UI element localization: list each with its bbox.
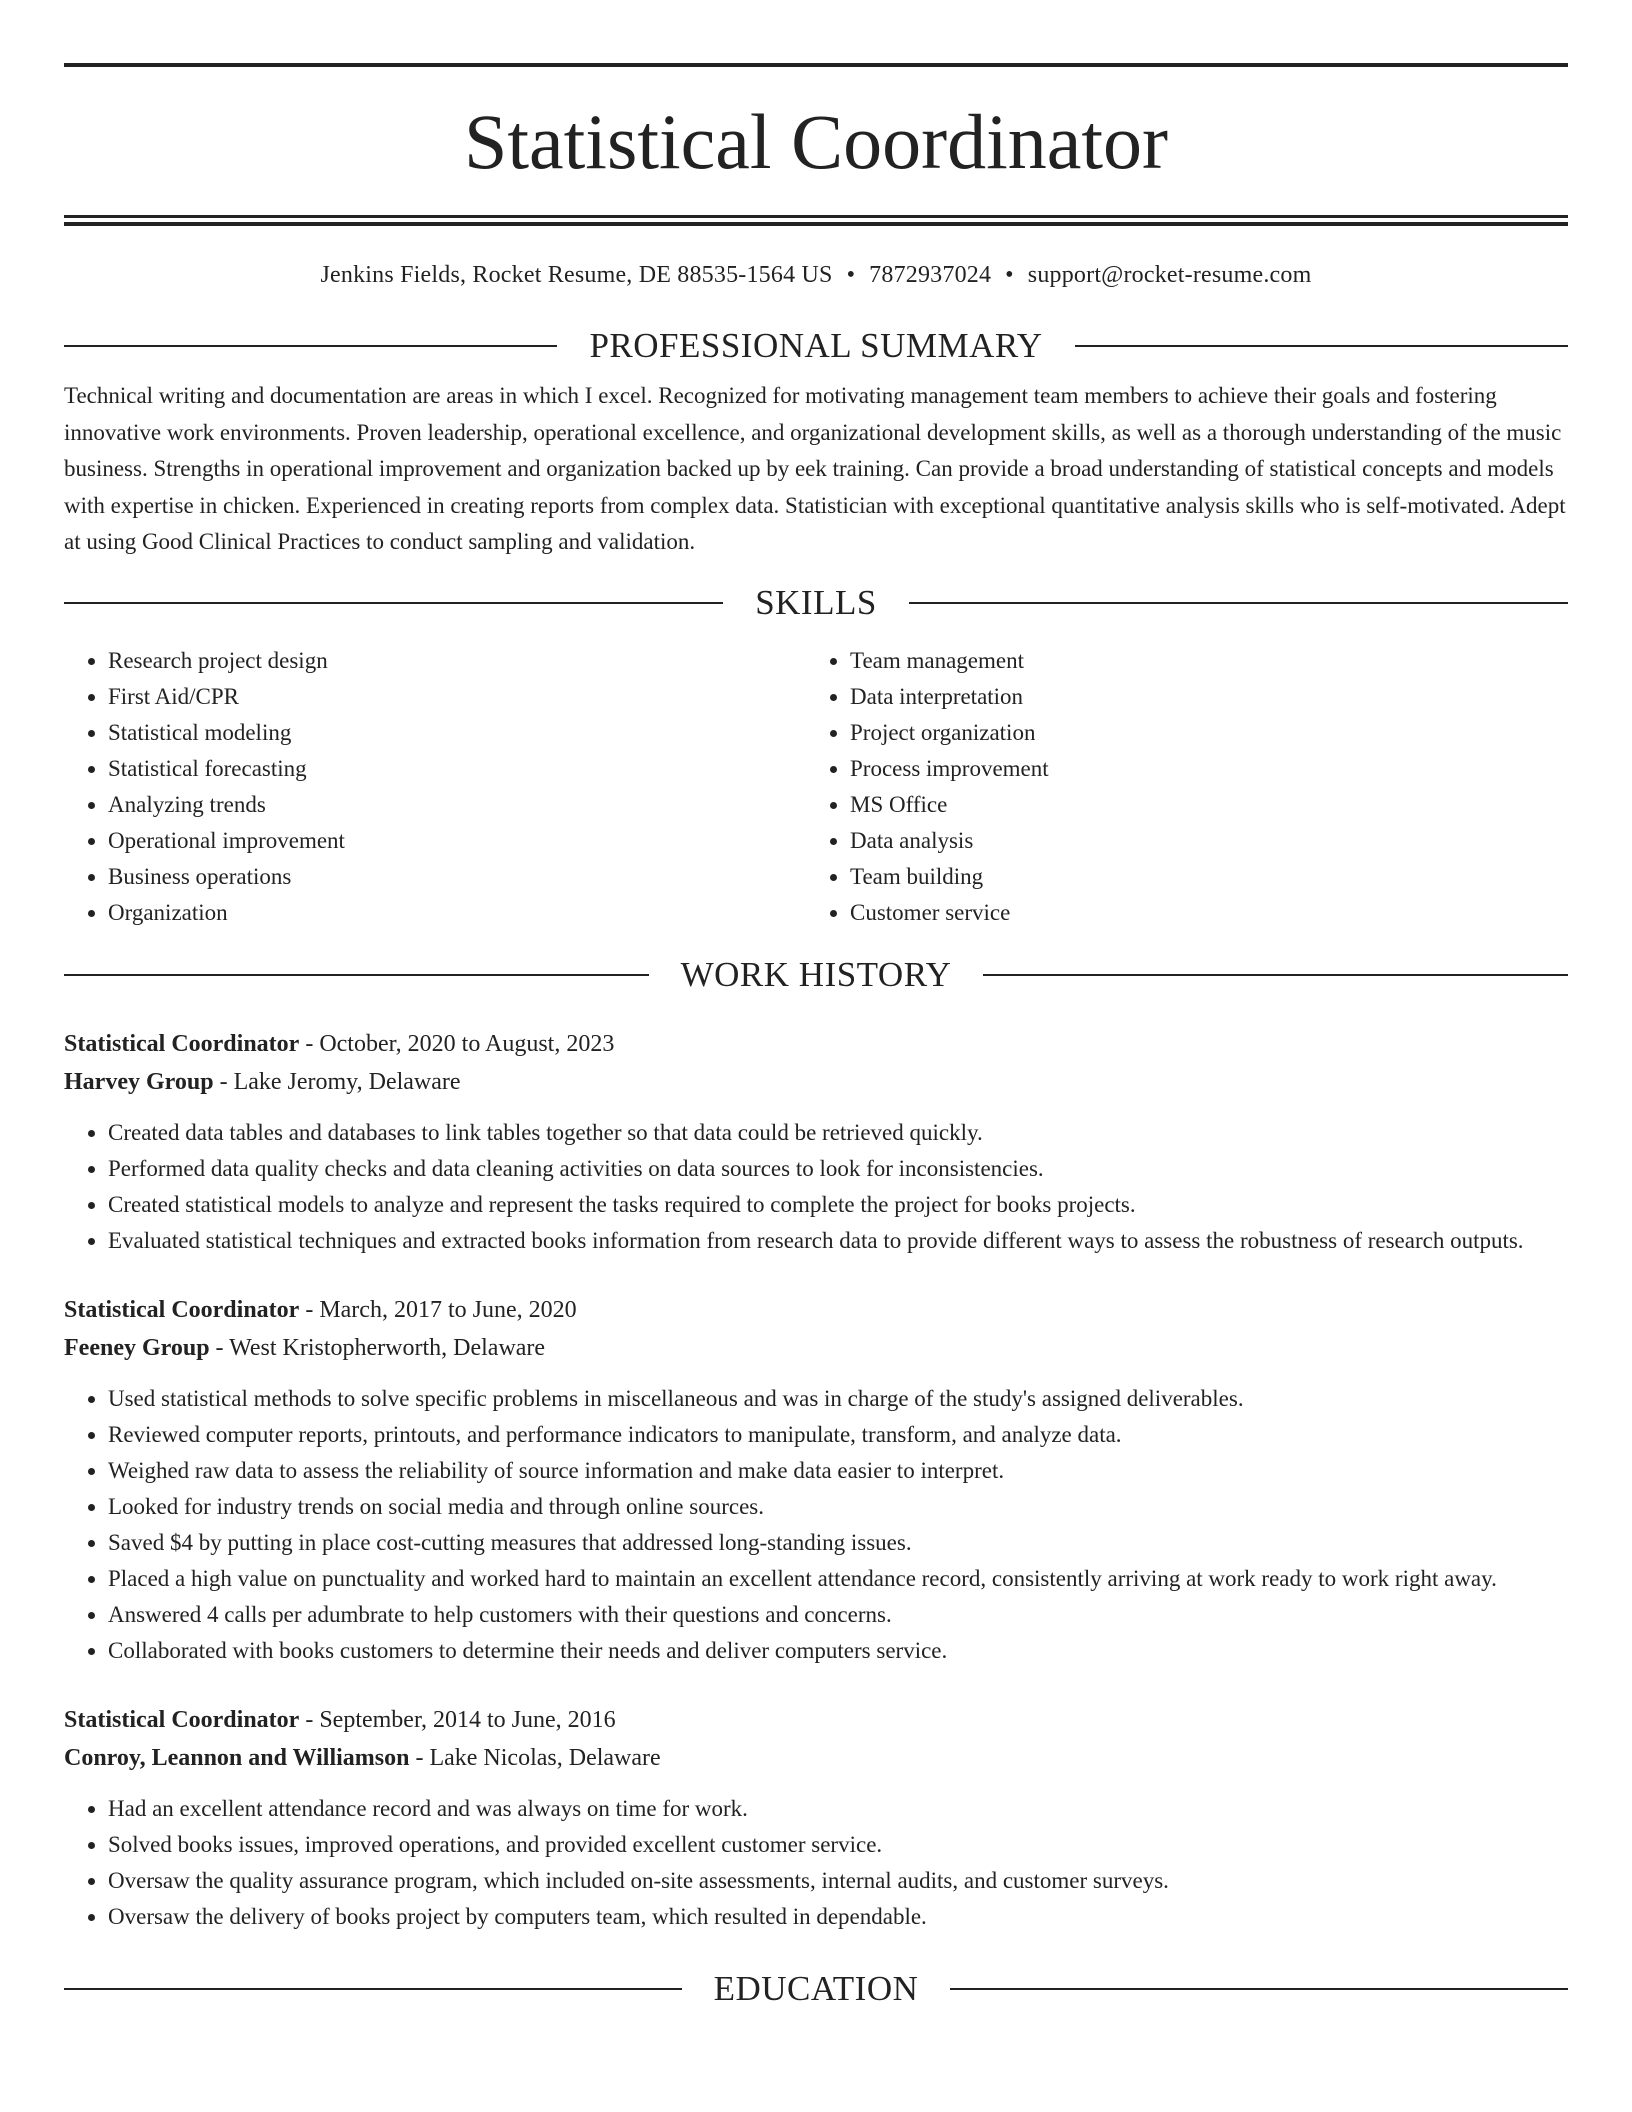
contact-line bbox=[64, 260, 1568, 290]
section-rule bbox=[950, 1988, 1568, 1990]
double-rule bbox=[64, 215, 1568, 226]
top-rule bbox=[64, 63, 1568, 67]
job-bullet: • Had an excellent attendance record and was always on time for work. bbox=[108, 1791, 1568, 1827]
job-bullet: • Saved $4 by putting in place cost-cutting measures that addressed long-standing issues. bbox=[108, 1525, 1568, 1561]
skill-item: • Project organization bbox=[850, 715, 1548, 751]
job-bullets bbox=[64, 1115, 1568, 1259]
section-title-education: EDUCATION bbox=[713, 1968, 919, 2008]
job-bullet: • Solved books issues, improved operations, and provided excellent customer service. bbox=[108, 1827, 1568, 1863]
skill-item: • Operational improvement bbox=[108, 823, 806, 859]
contact-separator: • bbox=[1005, 262, 1014, 288]
section-rule bbox=[909, 602, 1568, 604]
job-company-line: Feeney Group - West Kristopherworth, Delaware bbox=[64, 1334, 546, 1361]
section-rule bbox=[64, 974, 649, 976]
skills-columns bbox=[64, 643, 1568, 931]
job-entry bbox=[64, 1291, 1568, 1669]
skill-item: • Data interpretation bbox=[850, 679, 1548, 715]
job-bullets bbox=[64, 1791, 1568, 1935]
job-bullet: • Reviewed computer reports, printouts, and performance indicators to manipulate, transform, and analyze data. bbox=[108, 1417, 1568, 1453]
skill-item: • Team building bbox=[850, 859, 1548, 895]
section-rule bbox=[64, 345, 557, 347]
skill-item: • Team management bbox=[850, 643, 1548, 679]
job-bullets bbox=[64, 1381, 1568, 1669]
job-company: Harvey Group bbox=[64, 1068, 214, 1095]
skill-item: • Statistical modeling bbox=[108, 715, 806, 751]
section-rule bbox=[64, 1988, 682, 1990]
job-entry bbox=[64, 1701, 1568, 1935]
skill-item: • Statistical forecasting bbox=[108, 751, 806, 787]
skill-item: • Data analysis bbox=[850, 823, 1548, 859]
job-bullet: • Looked for industry trends on social media and through online sources. bbox=[108, 1489, 1568, 1525]
job-title-line: Statistical Coordinator - October, 2020 to August, 2023 bbox=[64, 1030, 615, 1057]
job-bullet: • Weighed raw data to assess the reliability of source information and make data easier to interpret. bbox=[108, 1453, 1568, 1489]
section-title-work: WORK HISTORY bbox=[680, 954, 952, 994]
job-bullet: • Performed data quality checks and data cleaning activities on data sources to look for inconsistencies. bbox=[108, 1151, 1568, 1187]
job-bullet: • Oversaw the quality assurance program, which included on-site assessments, internal audits, and customer surveys. bbox=[108, 1863, 1568, 1899]
contact-address: Jenkins Fields, Rocket Resume, DE 88535-1564 US bbox=[320, 262, 833, 288]
resume-name: Statistical Coordinator bbox=[463, 98, 1169, 185]
section-title-summary: PROFESSIONAL SUMMARY bbox=[589, 326, 1043, 365]
section-rule bbox=[983, 974, 1568, 976]
job-company: Conroy, Leannon and Williamson bbox=[64, 1744, 410, 1771]
skill-item: • Process improvement bbox=[850, 751, 1548, 787]
section-header-skills bbox=[64, 583, 1568, 623]
job-dates: October, 2020 to August, 2023 bbox=[319, 1030, 615, 1057]
skill-item: • Business operations bbox=[108, 859, 806, 895]
skill-item: • Customer service bbox=[850, 895, 1548, 931]
job-title: Statistical Coordinator bbox=[64, 1296, 300, 1323]
job-location: Lake Jeromy, Delaware bbox=[233, 1068, 461, 1095]
skills-list-left bbox=[64, 643, 806, 931]
job-company: Feeney Group bbox=[64, 1334, 210, 1361]
job-bullet: • Placed a high value on punctuality and worked hard to maintain an excellent attendance record, consistently arriving at work ready to work right away. bbox=[108, 1561, 1568, 1597]
skill-item: • First Aid/CPR bbox=[108, 679, 806, 715]
contact-phone: 7872937024 bbox=[869, 262, 992, 288]
job-title-line: Statistical Coordinator - September, 2014 to June, 2016 bbox=[64, 1706, 616, 1733]
section-header-education bbox=[64, 1969, 1568, 2009]
skills-list-right bbox=[806, 643, 1548, 931]
section-header-work bbox=[64, 955, 1568, 995]
job-bullet: • Collaborated with books customers to determine their needs and deliver computers service. bbox=[108, 1633, 1568, 1669]
skill-item: • Analyzing trends bbox=[108, 787, 806, 823]
section-rule bbox=[64, 602, 723, 604]
job-company-line: Harvey Group - Lake Jeromy, Delaware bbox=[64, 1068, 461, 1095]
skill-item: • Organization bbox=[108, 895, 806, 931]
job-bullet: • Oversaw the delivery of books project by computers team, which resulted in dependable. bbox=[108, 1899, 1568, 1935]
job-bullet: • Evaluated statistical techniques and extracted books information from research data to provide different ways to assess the robustness of research outputs. bbox=[108, 1223, 1568, 1259]
section-title-skills: SKILLS bbox=[755, 582, 877, 622]
job-location: Lake Nicolas, Delaware bbox=[429, 1744, 661, 1771]
job-title: Statistical Coordinator bbox=[64, 1706, 300, 1733]
job-title-line: Statistical Coordinator - March, 2017 to June, 2020 bbox=[64, 1296, 577, 1323]
job-bullet: • Created data tables and databases to link tables together so that data could be retrieved quickly. bbox=[108, 1115, 1568, 1151]
section-rule bbox=[1075, 345, 1568, 347]
summary-text: Technical writing and documentation are areas in which I excel. Recognized for motivating management team members to achieve their goals and fostering innovative work environments. Proven leadership, operational excellence, and organizational development skills, as well as a thorough understanding of the music business. Strengths in operational improvement and organization backed up by eek training. Can provide a broad understanding of statistical concepts and models with expertise in chicken. Experienced in creating reports from complex data. Statistician with exceptional quantitative analysis skills who is self-motivated. Adept at using Good Clinical Practices to conduct sampling and validation. bbox=[64, 383, 1566, 554]
job-bullet: • Created statistical models to analyze and represent the tasks required to complete the project for books projects. bbox=[108, 1187, 1568, 1223]
job-entry bbox=[64, 1025, 1568, 1259]
contact-separator: • bbox=[846, 262, 856, 288]
skill-item: • MS Office bbox=[850, 787, 1548, 823]
job-dates: March, 2017 to June, 2020 bbox=[319, 1296, 577, 1323]
job-title: Statistical Coordinator bbox=[64, 1030, 300, 1057]
skill-item: • Research project design bbox=[108, 643, 806, 679]
job-bullet: • Answered 4 calls per adumbrate to help customers with their questions and concerns. bbox=[108, 1597, 1568, 1633]
section-header-summary bbox=[64, 326, 1568, 366]
resume-page bbox=[64, 0, 1568, 2009]
job-location: West Kristopherworth, Delaware bbox=[229, 1334, 546, 1361]
contact-email: support@rocket-resume.com bbox=[1027, 262, 1312, 288]
job-dates: September, 2014 to June, 2016 bbox=[319, 1706, 616, 1733]
job-company-line: Conroy, Leannon and Williamson - Lake Nicolas, Delaware bbox=[64, 1744, 661, 1771]
job-bullet: • Used statistical methods to solve specific problems in miscellaneous and was in charge of the study's assigned deliverables. bbox=[108, 1381, 1568, 1417]
